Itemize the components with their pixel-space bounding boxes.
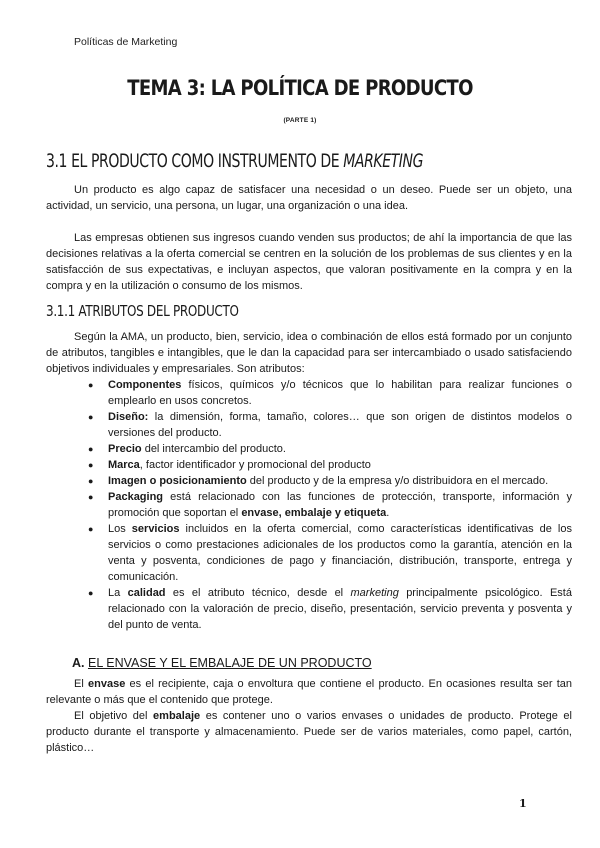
section-heading-3-1-emphasis: MARKETING [343, 150, 424, 172]
subsection-letter: A. [72, 656, 85, 670]
paragraph-product-definition: Un producto es algo capaz de satisfacer una necesidad o un deseo. Puede ser un objeto, una actividad, un servicio, una persona, un lugar, una organización o una idea. [46, 184, 572, 212]
attributes-list [46, 377, 572, 633]
bullet-icon: ● [88, 460, 94, 470]
list-item-calidad: ● La calidad es el atributo técnico, desde el marketing principalmente psicológico. Está relacionado con la valoración de precio, diseño, presentación, servicio preventa y posventa y del punto de venta. [88, 587, 572, 631]
list-item-precio: ● Precio del intercambio del producto. [88, 443, 286, 455]
bullet-icon: ● [88, 444, 94, 454]
bullet-icon: ● [88, 492, 94, 502]
page-title: TEMA 3: LA POLÍTICA DE PRODUCTO [127, 76, 473, 100]
list-item-imagen: ● Imagen o posicionamiento del producto y de la empresa y/o distribuidora en el mercado. [88, 475, 549, 487]
subsection-heading-a [72, 656, 372, 670]
section-heading-3-1-text: 3.1 EL PRODUCTO COMO INSTRUMENTO DE [46, 150, 344, 172]
subsection-title: EL ENVASE Y EL EMBALAJE DE UN PRODUCTO [87, 656, 372, 670]
paragraph-embalaje: El objetivo del embalaje es contener uno o varios envases o unidades de producto. Protege el producto durante el transporte y almacenamiento. Puede ser de varios materiales, como papel, cartón, plástico… [46, 710, 572, 754]
section-3-1-1-body [46, 329, 572, 633]
bullet-icon: ● [88, 476, 94, 486]
section-heading-3-1 [46, 150, 423, 172]
bullet-icon: ● [88, 588, 94, 598]
paragraph-ama-definition: Según la AMA, un producto, bien, servicio, idea o combinación de ellos está formado por un conjunto de atributos, tangibles e intangibles, que le dan la capacidad para ser intercambiado o usado satisfaciendo objetivos individuales y empresariales. Son atributos: [46, 331, 572, 375]
page-subtitle: (PARTE 1) [283, 117, 317, 124]
paragraph-company-income: Las empresas obtienen sus ingresos cuando venden sus productos; de ahí la importancia de que las decisiones relativas a la oferta comercial se centren en la solución de los problemas de sus clientes y en la satisfacción de sus expectativas, e incluyan aspectos, que valoran positivamente en la compra y en la compra y en la utilización o consumo de los mismos. [46, 232, 572, 292]
section-3-1-body [46, 182, 572, 294]
page-number: 1 [519, 797, 527, 810]
list-item-marca: ● Marca, factor identificador y promocional del producto [88, 459, 371, 471]
bullet-icon: ● [88, 524, 94, 534]
section-a-body [46, 676, 572, 756]
list-item-packaging: ● Packaging está relacionado con las funciones de protección, transporte, información y promoción que soportan el envase, embalaje y etiqueta. [88, 491, 572, 519]
list-item-servicios: ● Los servicios incluidos en la oferta comercial, como características identificativas de los servicios o como prestaciones adicionales de los productos como la garantía, atención en la venta y posventa, condiciones de pago y financiación, distribución, transporte, entrega y comunicación. [88, 523, 572, 583]
bullet-icon: ● [88, 412, 94, 422]
list-item-diseno: ● Diseño: la dimensión, forma, tamaño, colores… que son origen de distintos modelos o versiones del producto. [88, 411, 572, 439]
running-header: Políticas de Marketing [74, 36, 178, 48]
list-item-componentes: ● Componentes físicos, químicos y/o técnicos que lo habilitan para realizar funciones o emplearlo en usos concretos. [88, 379, 572, 407]
paragraph-envase: El envase es el recipiente, caja o envoltura que contiene el producto. En ocasiones resulta ser tan relevante o más que el contenido que protege. [46, 678, 572, 706]
section-heading-3-1-1: 3.1.1 ATRIBUTOS DEL PRODUCTO [46, 302, 239, 320]
bullet-icon: ● [88, 380, 94, 390]
